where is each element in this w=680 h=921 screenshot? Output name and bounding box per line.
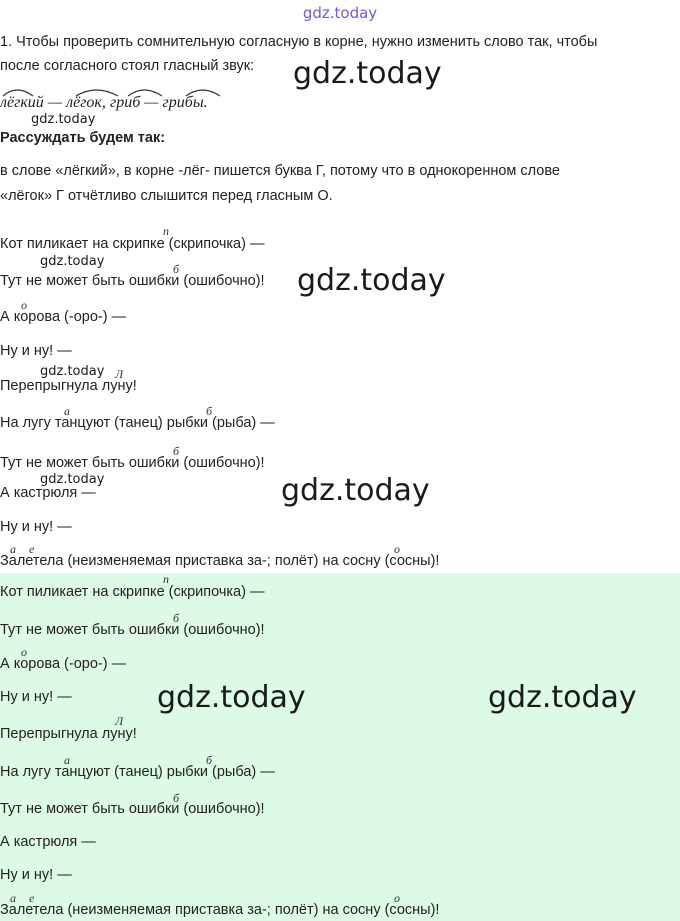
check-letter-mark: а xyxy=(10,891,16,905)
poem-top-line-8: А кастрюля — xyxy=(0,485,96,501)
check-letter-mark: б xyxy=(173,262,180,276)
example-dash-2: — xyxy=(144,94,159,111)
example-word-1: лёгкий xyxy=(0,94,44,111)
watermark: gdz.today xyxy=(40,472,105,487)
poem-top-line-3: А корова (-оро-) — xyxy=(0,309,127,325)
poem-top-line-7: Тут не может быть ошибки (ошибочно)! xyxy=(0,455,265,471)
poem-bottom-line-7: Тут не может быть ошибки (ошибочно)! xyxy=(0,801,265,817)
check-letter-mark: а xyxy=(64,404,70,418)
poem-bottom-line-3: А корова (-оро-) — xyxy=(0,656,127,672)
watermark: gdz.today xyxy=(31,112,96,127)
poem-bottom-line-5: Перепрыгнула луну! xyxy=(0,726,137,742)
example-word-3: гриб xyxy=(109,94,141,111)
poem-top-line-9: Ну и ну! — xyxy=(0,519,72,535)
watermark: gdz.today xyxy=(40,254,105,269)
check-letter-mark: о xyxy=(21,298,27,312)
example-dash-1: — xyxy=(47,94,63,111)
check-letter-mark: а xyxy=(64,753,70,767)
poem-top-line-2: Тут не может быть ошибки (ошибочно)! xyxy=(0,273,265,289)
check-letter-mark: п xyxy=(163,572,169,586)
check-letter-mark: б xyxy=(173,611,180,625)
poem-bottom-line-8: А кастрюля — xyxy=(0,834,96,850)
check-letter-mark: а xyxy=(10,542,16,556)
poem-bottom-line-2: Тут не может быть ошибки (ошибочно)! xyxy=(0,622,265,638)
watermark: gdz.today xyxy=(157,680,306,715)
poem-bottom-line-10: Залетела (неизменяемая приставка за-; полёт) на сосну (сосны)! xyxy=(0,902,440,918)
example-word-4: грибы. xyxy=(162,94,208,111)
example-word-2: лёгок xyxy=(66,94,102,111)
rule-line-2: после согласного стоял гласный звук: xyxy=(0,58,255,74)
check-letter-mark: е xyxy=(29,891,35,905)
check-letter-mark: о xyxy=(21,645,27,659)
rule-line-1: 1. Чтобы проверить сомнительную согласную в корне, нужно изменить слово так, чтобы xyxy=(0,34,598,50)
poem-bottom-line-4: Ну и ну! — xyxy=(0,689,72,705)
poem-top-line-4: Ну и ну! — xyxy=(0,343,72,359)
check-letter-mark: б xyxy=(173,444,180,458)
watermark: gdz.today xyxy=(281,473,430,508)
watermark: gdz.today xyxy=(40,364,105,379)
poem-top-line-1: Кот пиликает на скрипке (скрипочка) — xyxy=(0,236,265,252)
watermark: gdz.today xyxy=(488,680,637,715)
check-letter-mark: о xyxy=(394,891,400,905)
check-letter-mark: о xyxy=(394,542,400,556)
poem-top-line-6: На лугу танцуют (танец) рыбки (рыба) — xyxy=(0,415,275,431)
poem-bottom-line-9: Ну и ну! — xyxy=(0,867,72,883)
example-comma: , xyxy=(101,94,106,111)
check-letter-mark: Л xyxy=(115,714,124,728)
check-letter-mark: б xyxy=(206,753,213,767)
watermark: gdz.today xyxy=(293,56,442,91)
root-arcs xyxy=(0,84,260,98)
poem-bottom-line-6: На лугу танцуют (танец) рыбки (рыба) — xyxy=(0,764,275,780)
check-letter-mark: б xyxy=(173,791,180,805)
reason-heading: Рассуждать будем так: xyxy=(0,130,166,146)
watermark: gdz.today xyxy=(297,263,446,298)
poem-bottom-line-1: Кот пиликает на скрипке (скрипочка) — xyxy=(0,584,265,600)
site-header: gdz.today xyxy=(302,4,378,22)
check-letter-mark: б xyxy=(206,404,213,418)
check-letter-mark: е xyxy=(29,542,35,556)
reason-line-2: «лёгок» Г отчётливо слышится перед гласным О. xyxy=(0,188,333,204)
poem-top-line-5: Перепрыгнула луну! xyxy=(0,378,137,394)
check-letter-mark: Л xyxy=(115,367,124,381)
reason-line-1: в слове «лёгкий», в корне -лёг- пишется буква Г, потому что в однокоренном слове xyxy=(0,163,560,179)
poem-top-line-10: Залетела (неизменяемая приставка за-; полёт) на сосну (сосны)! xyxy=(0,553,440,569)
check-letter-mark: п xyxy=(163,224,169,238)
